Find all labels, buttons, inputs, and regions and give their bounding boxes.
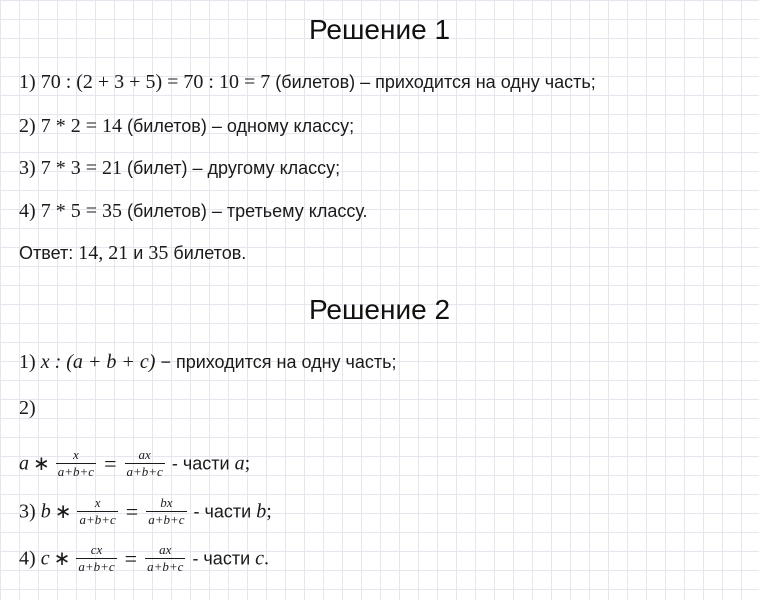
answer-value-last: 35 — [148, 242, 169, 264]
math-expression: 7 * 3 = 21 — [40, 157, 122, 179]
answer-text: билетов. — [173, 243, 247, 263]
part-text: - части — [193, 501, 252, 522]
part-text: - части — [192, 548, 251, 569]
denominator: a+b+c — [147, 559, 184, 574]
numerator: ax — [138, 447, 151, 462]
numerator: x — [73, 447, 79, 462]
math-expression: 70 : (2 + 3 + 5) = 70 : 10 = 7 — [40, 71, 271, 93]
line-number: 4) — [19, 200, 36, 222]
line-end: . — [264, 547, 270, 570]
numerator: ax — [159, 542, 172, 557]
fraction-left — [76, 543, 116, 574]
line-text: (билет) – другому классу; — [126, 158, 341, 178]
solution-1-title: Решение 1 — [308, 14, 451, 45]
denominator: a+b+c — [126, 464, 163, 479]
solution-2-line-1 — [19, 350, 397, 374]
line-text: (билетов) – приходится на одну часть; — [275, 72, 596, 92]
answer-values: 14, 21 — [78, 242, 129, 264]
variable: b — [40, 500, 51, 523]
solution-2-line-2 — [19, 396, 36, 420]
equals-sign: = — [104, 450, 117, 476]
fraction-left — [56, 448, 96, 479]
solution-2-line-a — [19, 448, 250, 479]
multiply-sign: ∗ — [53, 547, 71, 570]
fraction-right — [145, 543, 185, 574]
denominator: a+b+c — [57, 464, 95, 479]
numerator: cx — [90, 542, 103, 557]
math-expression: 7 * 5 = 35 — [40, 200, 122, 222]
equals-sign: = — [125, 498, 139, 524]
multiply-sign: ∗ — [33, 452, 50, 475]
fraction-left — [77, 496, 117, 527]
solution-1-line-4 — [19, 199, 368, 223]
line-end: ; — [266, 500, 272, 523]
numerator: x — [94, 495, 101, 510]
part-text: - части — [171, 453, 230, 474]
solution-2-title: Решение 2 — [308, 294, 451, 325]
solution-1-line-1 — [19, 70, 596, 94]
line-text: − приходится на одну часть; — [160, 352, 397, 372]
line-number: 3) — [19, 157, 36, 179]
denominator: a+b+c — [78, 559, 115, 574]
solution-1-line-2 — [19, 114, 354, 138]
math-expression: x : (a + b + c) — [40, 351, 156, 373]
part-variable: a — [234, 452, 245, 475]
line-number: 4) — [19, 547, 36, 570]
line-text: (билетов) – третьему классу. — [126, 201, 368, 221]
line-number: 2) — [19, 115, 36, 137]
fraction-right — [146, 496, 186, 527]
solution-1-line-3 — [19, 156, 340, 180]
line-number: 3) — [19, 500, 36, 523]
numerator: bx — [160, 495, 173, 510]
variable: a — [19, 452, 29, 475]
part-variable: c — [255, 547, 265, 570]
line-number: 1) — [19, 71, 36, 93]
variable: c — [40, 547, 50, 570]
part-variable: b — [256, 500, 267, 523]
answer-and: и — [133, 243, 144, 263]
math-expression: 7 * 2 = 14 — [40, 115, 122, 137]
solution-2-line-c — [19, 543, 269, 574]
line-end: ; — [244, 452, 251, 475]
solution-1-answer — [19, 241, 246, 265]
solution-2-line-b — [19, 496, 272, 527]
fraction-right — [125, 448, 165, 479]
line-number: 2) — [19, 397, 36, 419]
denominator: a+b+c — [148, 512, 185, 527]
denominator: a+b+c — [79, 512, 116, 527]
line-number: 1) — [19, 351, 36, 373]
multiply-sign: ∗ — [54, 500, 72, 523]
equals-sign: = — [124, 545, 138, 571]
line-text: (билетов) – одному классу; — [126, 116, 355, 136]
answer-label: Ответ: — [19, 243, 74, 263]
